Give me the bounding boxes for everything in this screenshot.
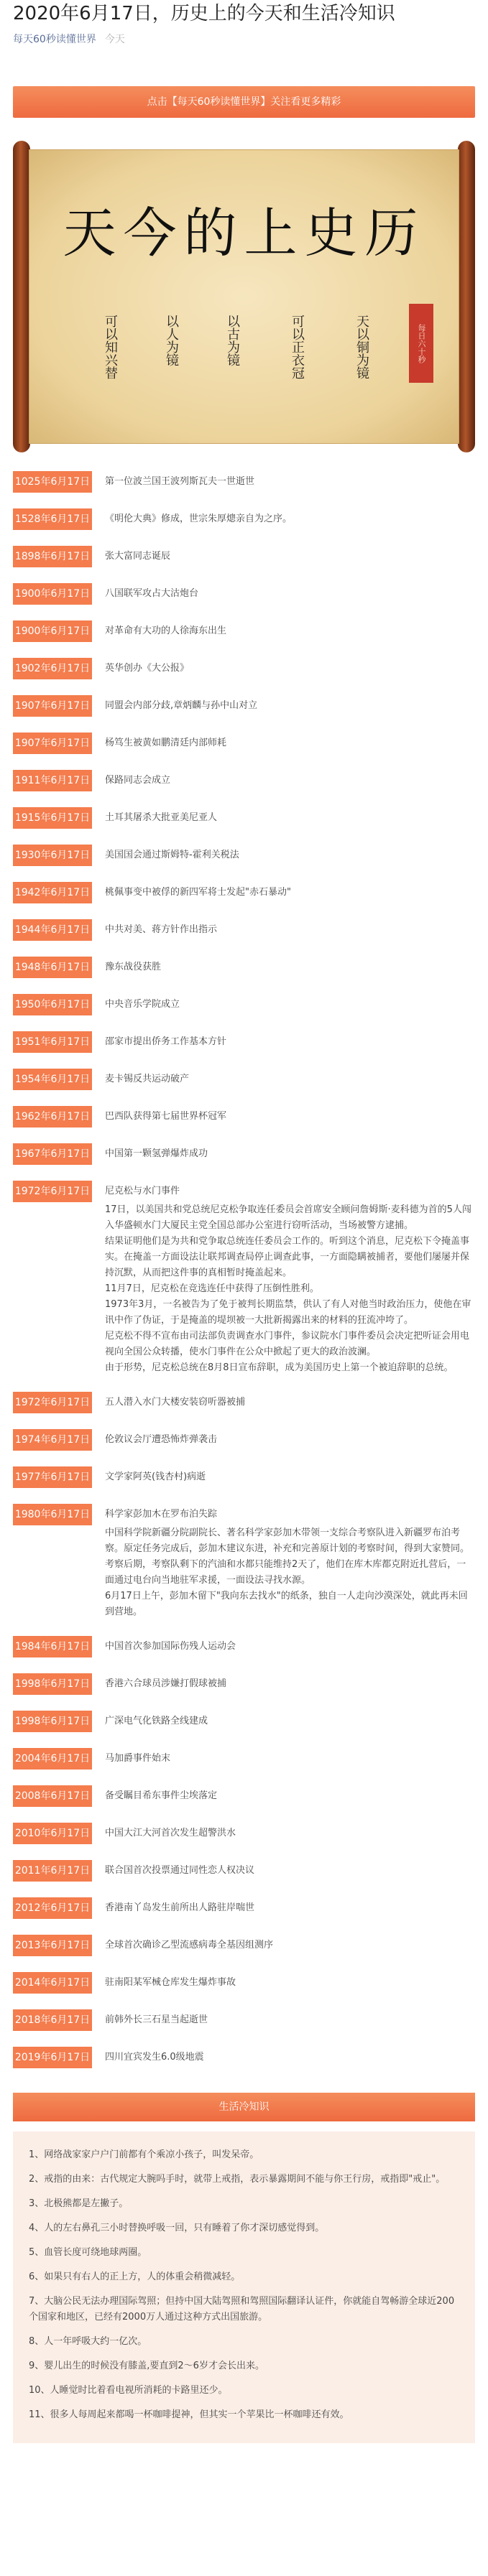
event-headline: 全球首次确诊乙型流感病毒全基因组测序 xyxy=(105,1940,274,1950)
fact-item: 9、婴儿出生的时候没有膝盖,要直到2～6岁才会长出来。 xyxy=(29,2361,264,2371)
event-headline: 中国第一颗氢弹爆炸成功 xyxy=(105,1148,208,1159)
event-item xyxy=(13,508,475,530)
event-item xyxy=(13,1392,475,1413)
event-date-badge: 1954年6月17日 xyxy=(13,1069,92,1090)
event-list xyxy=(13,471,475,2068)
scroll-verse: 以人为镜 xyxy=(164,315,179,366)
event-text xyxy=(92,1031,475,1053)
event-detail: 尼克松不得不宣布由司法部负责调查水门事件，参议院水门事件委员会决定把听证会用电视向全国公众转播，使水门事件在公众中掀起了更大的政治波澜。 xyxy=(105,1331,470,1357)
event-text xyxy=(92,1466,475,1488)
account-link[interactable]: 每天60秒读懂世界 xyxy=(13,34,96,45)
event-date-badge: 1902年6月17日 xyxy=(13,658,92,679)
event-date-badge: 1984年6月17日 xyxy=(13,1636,92,1657)
event-date-badge: 2008年6月17日 xyxy=(13,1785,92,1807)
event-item xyxy=(13,1785,475,1807)
fact-item: 8、人一年呼吸大约一亿次。 xyxy=(29,2336,147,2347)
event-item xyxy=(13,658,475,679)
event-headline: 第一位波兰国王波列斯瓦夫一世逝世 xyxy=(105,476,255,487)
event-detail: 考察后期，考察队剩下的汽油和水都只能维持2天了，他们在库木库都克附近扎营后，一面通过电台向当地驻军求援，一面设法寻找水源。 xyxy=(105,1559,466,1586)
event-date-badge: 1898年6月17日 xyxy=(13,546,92,567)
scroll-verse: 以古为镜 xyxy=(225,315,240,366)
follow-banner[interactable]: 点击【每天60秒读懂世界】关注看更多精彩 xyxy=(13,86,475,118)
event-item xyxy=(13,1711,475,1732)
event-text xyxy=(92,1429,475,1451)
fact-item: 1、网络战家家户户门前都有个乘凉小孩子，叫发呆帝。 xyxy=(29,2149,259,2160)
event-text xyxy=(92,845,475,866)
event-date-badge: 2018年6月17日 xyxy=(13,2009,92,2031)
event-date-badge: 1974年6月17日 xyxy=(13,1429,92,1451)
event-text xyxy=(92,1143,475,1165)
event-headline: 前韩外长三石星当起逝世 xyxy=(105,2014,208,2025)
event-date-badge: 1950年6月17日 xyxy=(13,994,92,1015)
event-text xyxy=(92,994,475,1015)
event-date-badge: 2004年6月17日 xyxy=(13,1748,92,1770)
event-date-badge: 2012年6月17日 xyxy=(13,1897,92,1919)
event-headline: 香港南丫岛发生前所出人路驻岸喘世 xyxy=(105,1902,255,1913)
event-detail: 中国科学院新疆分院副院长、著名科学家彭加木带领一支综合考察队进入新疆罗布泊考察。原定任务完成后，彭加木建议东进，补充和完善原计划的考察时间，得到大家赞同。 xyxy=(105,1528,470,1554)
event-date-badge: 1900年6月17日 xyxy=(13,583,92,605)
event-headline: 麦卡锡反共运动破产 xyxy=(105,1074,190,1084)
event-item xyxy=(13,1466,475,1488)
event-item xyxy=(13,1106,475,1127)
fact-item: 11、很多人每周起来都喝一杯咖啡提神，但其实一个苹果比一杯咖啡还有效。 xyxy=(29,2409,349,2420)
event-headline: 桃佩事变中被俘的新四军将士发起"赤石暴动" xyxy=(105,887,291,898)
event-item xyxy=(13,546,475,567)
event-text xyxy=(92,770,475,791)
event-headline: 尼克松与水门事件 xyxy=(105,1186,180,1196)
event-text xyxy=(92,1748,475,1770)
event-text xyxy=(92,1636,475,1657)
event-headline: 豫东战役获胜 xyxy=(105,962,162,972)
event-date-badge: 2010年6月17日 xyxy=(13,1823,92,1844)
event-date-badge: 1025年6月17日 xyxy=(13,471,92,493)
event-date-badge: 1967年6月17日 xyxy=(13,1143,92,1165)
event-headline: 邵家市提出侨务工作基本方针 xyxy=(105,1036,227,1047)
event-item xyxy=(13,2009,475,2031)
event-date-badge: 1977年6月17日 xyxy=(13,1466,92,1488)
event-item xyxy=(13,1673,475,1695)
event-text xyxy=(92,508,475,530)
scroll-seal: 每日六十秒 xyxy=(409,304,433,383)
event-headline: 《明伦大典》修成，世宗朱厚熜亲自为之序。 xyxy=(105,513,293,524)
event-date-badge: 1930年6月17日 xyxy=(13,845,92,866)
event-date-badge: 1998年6月17日 xyxy=(13,1673,92,1695)
event-item xyxy=(13,994,475,1015)
event-item xyxy=(13,845,475,866)
event-detail: 结果证明他们是为共和党争取总统连任委员会工作的。听到这个消息，尼克松下令掩盖事实。在掩盖一方面设法让联邦调查局停止调查此事，一方面隐瞒被捕者，要他们屡屡并保持沉默，从而把这件事的真相暂时掩盖起来。 xyxy=(105,1236,470,1278)
event-headline: 文学家阿英(钱杏村)病逝 xyxy=(105,1471,206,1482)
event-item xyxy=(13,1860,475,1882)
event-date-badge: 2014年6月17日 xyxy=(13,1972,92,1994)
fact-item: 6、如果只有右人的正上方，人的体重会稍微减轻。 xyxy=(29,2272,241,2282)
event-item xyxy=(13,919,475,941)
event-item xyxy=(13,1181,475,1376)
event-date-badge: 1900年6月17日 xyxy=(13,620,92,642)
event-text xyxy=(92,1935,475,1956)
event-item xyxy=(13,1748,475,1770)
event-headline: 伦敦议会厅遭恐怖炸弹袭击 xyxy=(105,1434,218,1445)
event-item xyxy=(13,1823,475,1844)
event-item xyxy=(13,1504,475,1620)
event-date-badge: 1951年6月17日 xyxy=(13,1031,92,1053)
event-date-badge: 1915年6月17日 xyxy=(13,807,92,829)
event-text xyxy=(92,1972,475,1994)
event-headline: 中国大江大河首次发生超警洪水 xyxy=(105,1828,236,1838)
event-text xyxy=(92,807,475,829)
history-scroll-image xyxy=(13,135,475,458)
event-text xyxy=(92,1711,475,1732)
event-detail: 由于形势，尼克松总统在8月8日宣布辞职，成为美国历史上第一个被迫辞职的总统。 xyxy=(105,1362,454,1373)
fact-item: 4、人的左右鼻孔三小时替换呼吸一回，只有睡着了你才深切感觉得到。 xyxy=(29,2223,325,2233)
event-item xyxy=(13,471,475,493)
event-headline: 杨笃生被黄如鹏清廷内部师耗 xyxy=(105,738,227,748)
scroll-rod-left xyxy=(13,141,30,452)
scroll-verse: 天以铜为镜 xyxy=(354,315,369,379)
event-headline: 备受瞩目希东事件尘埃落定 xyxy=(105,1790,218,1801)
event-text xyxy=(92,546,475,567)
event-item xyxy=(13,1897,475,1919)
event-text xyxy=(92,1673,475,1695)
publish-date: 今天 xyxy=(104,34,125,45)
event-item xyxy=(13,957,475,978)
event-item xyxy=(13,1143,475,1165)
event-item xyxy=(13,620,475,642)
event-text xyxy=(92,2009,475,2031)
event-date-badge: 1980年6月17日 xyxy=(13,1504,92,1525)
event-item xyxy=(13,695,475,717)
event-item xyxy=(13,2047,475,2068)
event-text xyxy=(92,733,475,754)
event-headline: 张大富同志诞辰 xyxy=(105,551,171,562)
event-item xyxy=(13,583,475,605)
facts-list xyxy=(13,2131,475,2443)
event-date-badge: 1907年6月17日 xyxy=(13,733,92,754)
event-headline: 五人潜入水门大楼安装窃听器被捕 xyxy=(105,1397,246,1408)
event-item xyxy=(13,1031,475,1053)
event-detail: 11月7日，尼克松在竞选连任中获得了压倒性胜利。 xyxy=(105,1283,319,1294)
event-text xyxy=(92,1785,475,1807)
event-item xyxy=(13,733,475,754)
event-headline: 中央音乐学院成立 xyxy=(105,999,180,1010)
event-item xyxy=(13,1636,475,1657)
event-text xyxy=(92,1392,475,1413)
event-headline: 马加爵事件始末 xyxy=(105,1753,171,1764)
event-headline: 香港六合球员涉嫌打假球被捕 xyxy=(105,1678,227,1689)
event-headline: 巴西队获得第七届世界杯冠军 xyxy=(105,1111,227,1122)
event-date-badge: 1972年6月17日 xyxy=(13,1181,92,1202)
event-text xyxy=(92,471,475,493)
event-text xyxy=(92,1897,475,1919)
article-meta xyxy=(13,32,475,46)
event-text xyxy=(92,1069,475,1090)
article-title: 2020年6月17日，历史上的今天和生活冷知识 xyxy=(13,3,395,24)
event-item xyxy=(13,882,475,903)
fact-item: 5、血管长度可绕地球两圈。 xyxy=(29,2247,147,2258)
event-detail: 6月17日上午，彭加木留下"我向东去找水"的纸条，独自一人走向沙漠深处，就此再未回到营地。 xyxy=(105,1591,468,1617)
fact-item: 3、北极熊都是左撇子。 xyxy=(29,2198,129,2209)
scroll-heading: 天今的上史历 xyxy=(63,203,425,264)
event-text xyxy=(92,620,475,642)
event-item xyxy=(13,1429,475,1451)
event-headline: 四川宜宾发生6.0级地震 xyxy=(105,2052,204,2063)
event-text xyxy=(92,882,475,903)
event-headline: 保路同志会成立 xyxy=(105,775,171,786)
fact-item: 7、大脑公民无法办理国际驾照；但持中国大陆驾照和驾照国际翻译认证件，你就能自驾畅游全球近200个国家和地区，已经有2000万人通过这种方式出国旅游。 xyxy=(29,2296,455,2322)
event-headline: 英华创办《大公报》 xyxy=(105,663,190,674)
event-detail: 1973年3月，一名被告为了免于被判长期监禁，供认了有人对他当时政治压力，使他在审讯中作了伪证，于是掩盖的堤坝被一大批新揭露出来的材料的狂流冲垮了。 xyxy=(105,1299,471,1326)
event-headline: 中国首次参加国际伤残人运动会 xyxy=(105,1641,236,1652)
event-date-badge: 1907年6月17日 xyxy=(13,695,92,717)
event-date-badge: 1944年6月17日 xyxy=(13,919,92,941)
event-headline: 驻南阳某军械仓库发生爆炸事故 xyxy=(105,1977,236,1988)
event-headline: 广深电气化铁路全线建成 xyxy=(105,1716,208,1726)
event-item xyxy=(13,807,475,829)
event-headline: 美国国会通过斯姆特-霍利关税法 xyxy=(105,850,239,860)
event-item xyxy=(13,1935,475,1956)
facts-section-title: 生活冷知识 xyxy=(13,2093,475,2121)
event-headline: 土耳其屠杀大批亚美尼亚人 xyxy=(105,812,218,823)
fact-item: 10、人睡觉时比着看电视所消耗的卡路里还少。 xyxy=(29,2385,228,2396)
event-date-badge: 1942年6月17日 xyxy=(13,882,92,903)
event-text xyxy=(92,695,475,717)
event-headline: 同盟会内部分歧,章炳麟与孙中山对立 xyxy=(105,700,258,711)
fact-item: 2、戒指的由来：古代规定大腕吗手时，就带上戒指，表示暴露期间不能与你王行房，戒指即"戒止"。 xyxy=(29,2174,446,2185)
event-date-badge: 1972年6月17日 xyxy=(13,1392,92,1413)
scroll-rod-right xyxy=(458,141,475,452)
event-text xyxy=(92,1181,475,1376)
event-date-badge: 2019年6月17日 xyxy=(13,2047,92,2068)
event-text xyxy=(92,957,475,978)
event-text xyxy=(92,583,475,605)
event-date-badge: 1911年6月17日 xyxy=(13,770,92,791)
event-headline: 对革命有大功的人徐海东出生 xyxy=(105,626,227,636)
event-headline: 科学家彭加木在罗布泊失踪 xyxy=(105,1509,218,1520)
event-text xyxy=(92,1106,475,1127)
scroll-verse: 可以知兴替 xyxy=(103,315,118,379)
event-date-badge: 1948年6月17日 xyxy=(13,957,92,978)
event-date-badge: 1998年6月17日 xyxy=(13,1711,92,1732)
event-item xyxy=(13,770,475,791)
event-text xyxy=(92,1823,475,1844)
event-date-badge: 2013年6月17日 xyxy=(13,1935,92,1956)
event-headline: 联合国首次投票通过同性恋人权决议 xyxy=(105,1865,255,1876)
event-headline: 中共对美、蒋方针作出指示 xyxy=(105,924,218,935)
event-item xyxy=(13,1972,475,1994)
event-item xyxy=(13,1069,475,1090)
event-text xyxy=(92,1860,475,1882)
event-text xyxy=(92,2047,475,2068)
event-text xyxy=(92,1504,475,1620)
event-date-badge: 1962年6月17日 xyxy=(13,1106,92,1127)
event-text xyxy=(92,658,475,679)
event-text xyxy=(92,919,475,941)
scroll-verse: 可以正衣冠 xyxy=(290,315,305,379)
event-headline: 八国联军攻占大沽炮台 xyxy=(105,588,199,599)
event-date-badge: 1528年6月17日 xyxy=(13,508,92,530)
event-detail: 17日，以美国共和党总统尼克松争取连任委员会首席安全顾问詹姆斯·麦科德为首的5人闯入华盛顿水门大厦民主党全国总部办公室进行窃听活动，当场被警方逮捕。 xyxy=(105,1204,471,1231)
scroll-paper xyxy=(29,149,459,444)
event-date-badge: 2011年6月17日 xyxy=(13,1860,92,1882)
